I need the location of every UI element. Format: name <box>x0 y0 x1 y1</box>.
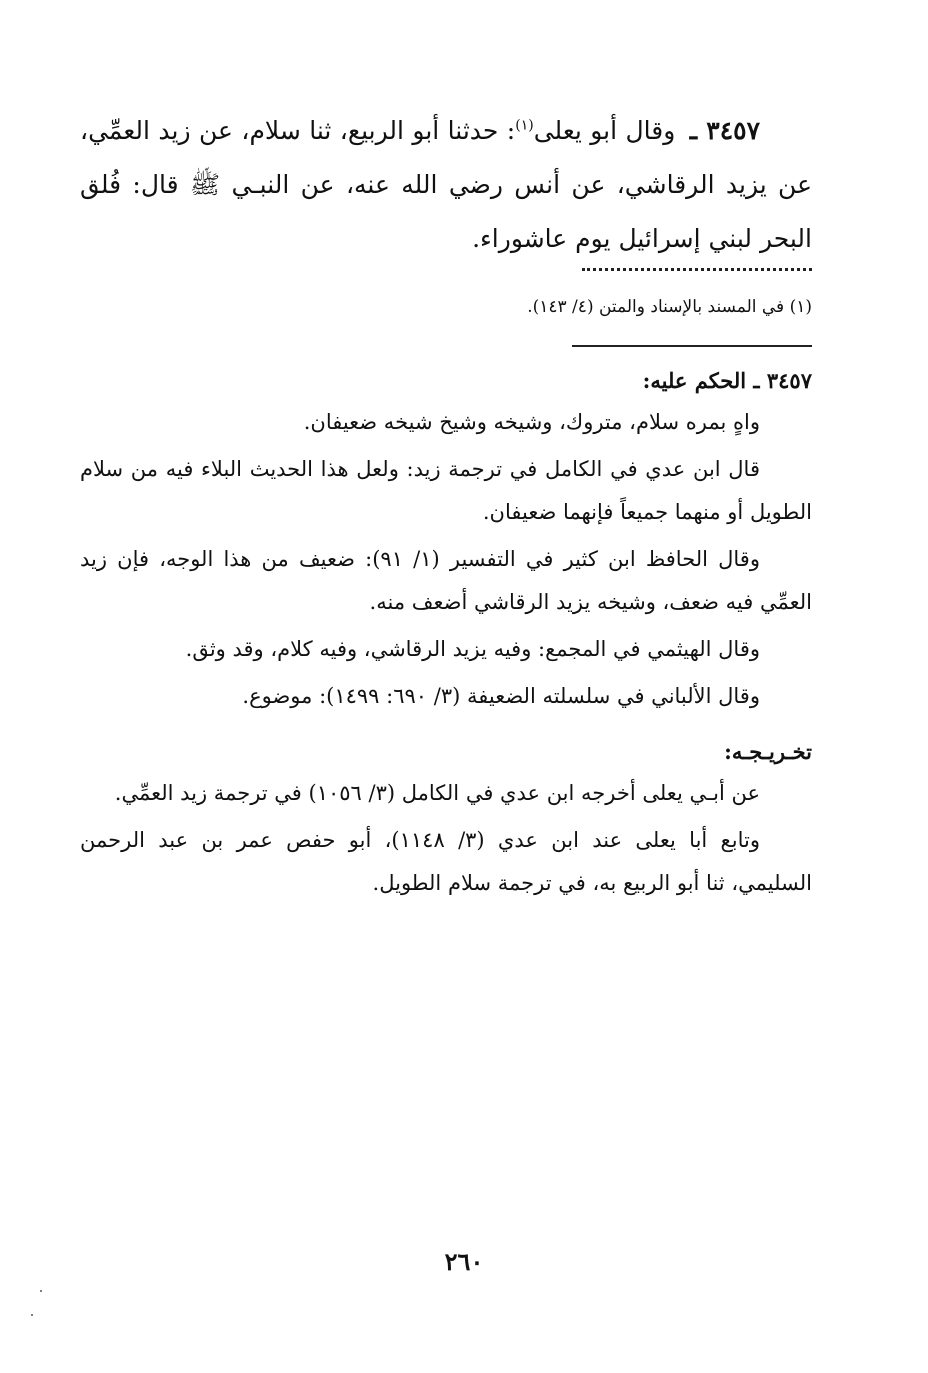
hadith-text <box>80 104 812 266</box>
scan-speck <box>40 1290 42 1292</box>
ruling-paragraph-1: واهٍ بمره سلام، متروك، وشيخه وشيخ شيخه ضعيفان. <box>303 410 760 434</box>
hadith-text-part-b: : حدثنا أبو الربيع، ثنا سلام، عن زيد العمِّي، عن يزيد الرقاشي، عن أنس رضي الله عنه، عن النبـي ﷺ قال: فُلق البحر لبني إسرائيل يوم عاشوراء. <box>80 116 812 253</box>
footnote: (١) في المسند بالإسناد والمتن (٤/ ١٤٣). <box>527 297 812 317</box>
ruling-paragraph-4: وقال الهيثمي في المجمع: وفيه يزيد الرقاشي، وفيه كلام، وقد وثق. <box>185 637 760 661</box>
ruling-paragraph-5: وقال الألباني في سلسلته الضعيفة (٣/ ٦٩٠: ١٤٩٩): موضوع. <box>242 684 760 708</box>
takhrij-paragraph-2: وتابع أبا يعلى عند ابن عدي (٣/ ١١٤٨)، أبو حفص عمر بن عبد الرحمن السليمي، ثنا أبو الربيع به، في ترجمة سلام الطويل. <box>80 828 812 895</box>
book-page <box>80 104 812 1304</box>
ruling-paragraph-3: وقال الحافظ ابن كثير في التفسير (١/ ٩١): ضعيف من هذا الوجه، فإن زيد العمِّي فيه ضعف، وشيخه يزيد الرقاشي أضعف منه. <box>80 547 812 614</box>
takhrij-paragraph-1: عن أبـي يعلى أخرجه ابن عدي في الكامل (٣/ ١٠٥٦) في ترجمة زيد العمِّي. <box>114 781 760 805</box>
hadith-text-part-a: وقال أبو يعلى <box>533 116 676 145</box>
ruling-heading: ٣٤٥٧ ـ الحكم عليه: <box>642 368 812 393</box>
footnote-separator <box>582 268 812 277</box>
page-number: ٢٦٠ <box>444 1247 484 1276</box>
section-divider <box>572 345 812 347</box>
ruling-paragraph-2: قال ابن عدي في الكامل في ترجمة زيد: ولعل هذا الحديث البلاء فيه من سلام الطويل أو منهما جميعاً فإنهما ضعيفان. <box>80 457 812 524</box>
takhrij-heading: تخـريـجـه: <box>724 739 812 764</box>
footnote-reference: (١) <box>515 117 534 134</box>
scan-speck <box>31 1314 33 1316</box>
hadith-number: ٣٤٥٧ ـ <box>689 116 760 145</box>
